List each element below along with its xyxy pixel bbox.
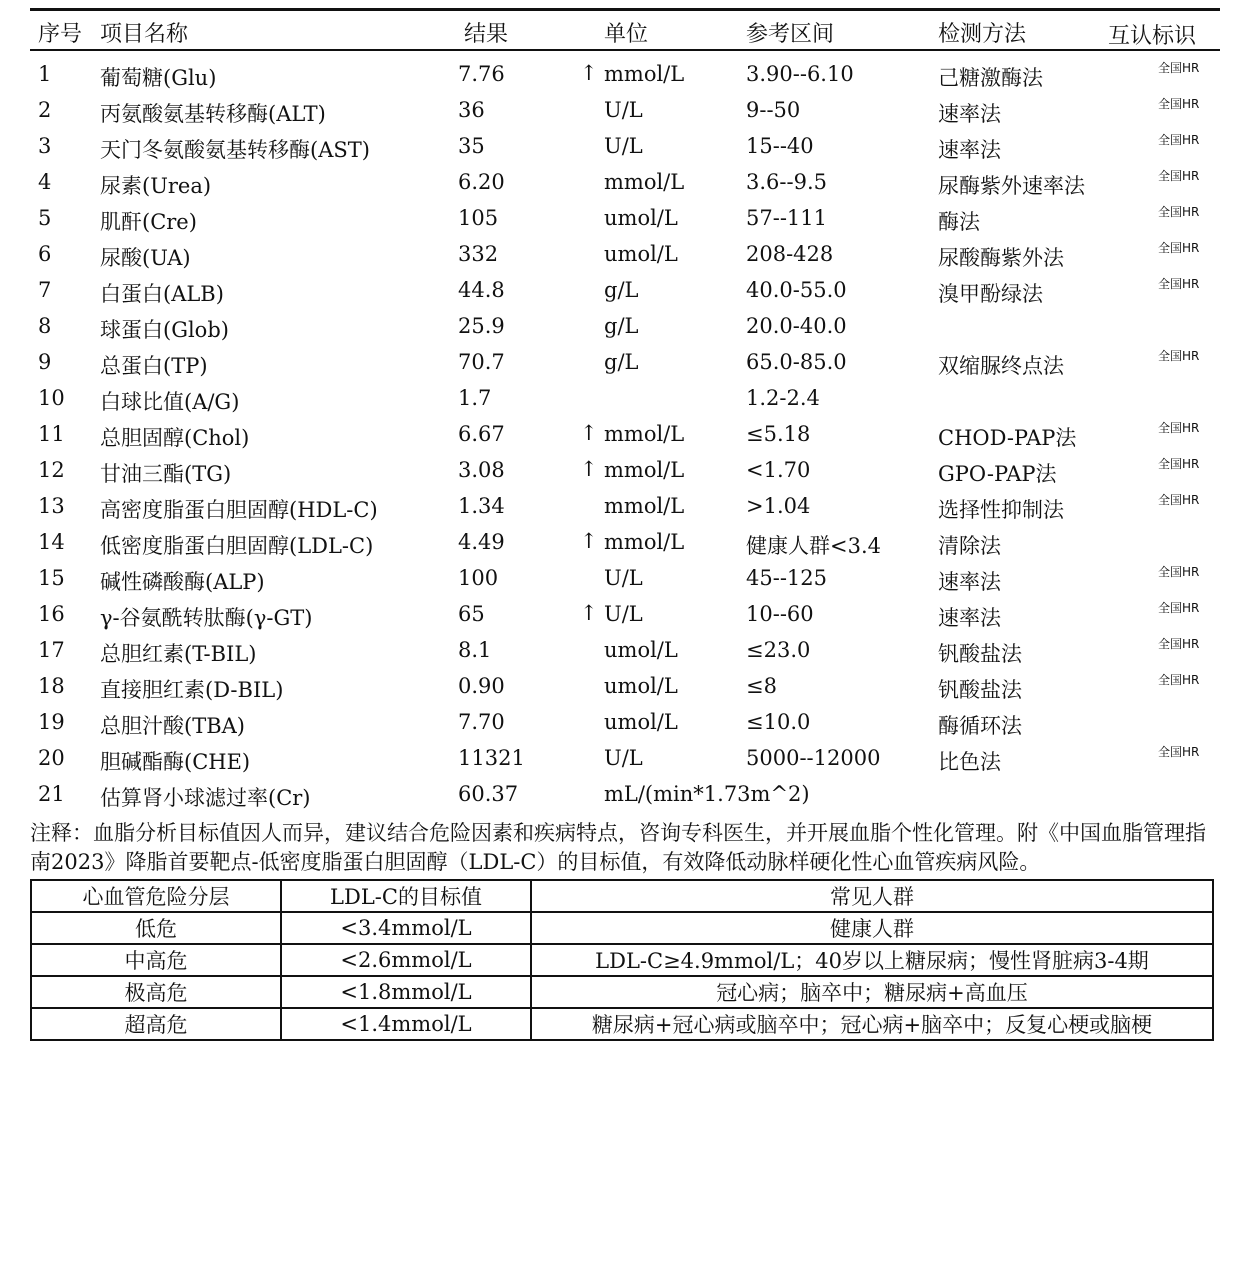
test-name: 低密度脂蛋白胆固醇(LDL-C) <box>100 534 374 558</box>
reference-range: 57--111 <box>746 206 827 230</box>
test-unit: U/L <box>604 566 643 590</box>
recognition-mark: 全国HR <box>1158 637 1200 651</box>
results-header <box>30 11 1220 49</box>
test-name: 高密度脂蛋白胆固醇(HDL-C) <box>100 498 378 522</box>
row-number: 4 <box>38 170 52 194</box>
test-unit: U/L <box>604 602 643 626</box>
test-unit: umol/L <box>604 710 678 734</box>
test-result: 3.08 <box>458 458 505 482</box>
test-result: 1.34 <box>458 494 505 518</box>
reference-range: ≤5.18 <box>746 422 811 446</box>
row-number: 14 <box>38 530 65 554</box>
row-number: 21 <box>38 782 65 806</box>
row-number: 8 <box>38 314 52 338</box>
risk-row <box>31 912 1213 944</box>
test-method: 酶循环法 <box>938 714 1022 738</box>
risk-cell: 超高危 <box>31 1008 281 1040</box>
test-method: 速率法 <box>938 606 1001 630</box>
result-row <box>30 57 1220 93</box>
result-row <box>30 741 1220 777</box>
test-result: 8.1 <box>458 638 492 662</box>
test-result: 35 <box>458 134 485 158</box>
result-row <box>30 201 1220 237</box>
test-result: 44.8 <box>458 278 505 302</box>
recognition-mark: 全国HR <box>1158 277 1200 291</box>
recognition-mark: 全国HR <box>1158 745 1200 759</box>
test-unit: umol/L <box>604 638 678 662</box>
reference-range: ≤8 <box>746 674 777 698</box>
test-unit: mmol/L <box>604 62 685 86</box>
row-number: 19 <box>38 710 65 734</box>
test-name: 尿素(Urea) <box>100 174 212 198</box>
test-name: 胆碱酯酶(CHE) <box>100 750 251 774</box>
test-name: 总胆固醇(Chol) <box>100 426 250 450</box>
test-method: 钒酸盐法 <box>938 642 1022 666</box>
test-result: 7.76 <box>458 62 505 86</box>
header-no: 序号 <box>38 22 83 47</box>
header-reference: 参考区间 <box>746 22 835 47</box>
test-result: 332 <box>458 242 499 266</box>
high-flag-arrow-icon: ↑ <box>580 529 598 553</box>
result-row <box>30 489 1220 525</box>
test-method: GPO-PAP法 <box>938 462 1057 486</box>
reference-range: 3.6--9.5 <box>746 170 827 194</box>
recognition-mark: 全国HR <box>1158 565 1200 579</box>
result-row <box>30 381 1220 417</box>
risk-row <box>31 1008 1213 1040</box>
test-unit: mmol/L <box>604 494 685 518</box>
row-number: 5 <box>38 206 52 230</box>
test-name: 肌酐(Cre) <box>100 210 197 234</box>
risk-header-cell: LDL-C的目标值 <box>281 880 531 912</box>
recognition-mark: 全国HR <box>1158 61 1200 75</box>
test-result: 70.7 <box>458 350 505 374</box>
risk-header-cell: 常见人群 <box>531 880 1213 912</box>
test-result: 65 <box>458 602 485 626</box>
test-name: 球蛋白(Glob) <box>100 318 229 342</box>
test-name: 总胆汁酸(TBA) <box>100 714 245 738</box>
reference-range: 10--60 <box>746 602 814 626</box>
recognition-mark: 全国HR <box>1158 349 1200 363</box>
risk-row <box>31 976 1213 1008</box>
reference-range: 健康人群<3.4 <box>746 534 881 558</box>
recognition-mark: 全国HR <box>1158 421 1200 435</box>
high-flag-arrow-icon: ↑ <box>580 601 598 625</box>
reference-range: 45--125 <box>746 566 827 590</box>
test-result: 4.49 <box>458 530 505 554</box>
test-name: 直接胆红素(D-BIL) <box>100 678 284 702</box>
test-name: 碱性磷酸酶(ALP) <box>100 570 265 594</box>
risk-cell: 极高危 <box>31 976 281 1008</box>
test-result: 105 <box>458 206 499 230</box>
test-name: 丙氨酸氨基转移酶(ALT) <box>100 102 326 126</box>
risk-cell: 中高危 <box>31 944 281 976</box>
test-unit: umol/L <box>604 674 678 698</box>
high-flag-arrow-icon: ↑ <box>580 61 598 85</box>
risk-cell: 健康人群 <box>531 912 1213 944</box>
test-unit: g/L <box>604 350 639 374</box>
reference-range: ≤10.0 <box>746 710 811 734</box>
recognition-mark: 全国HR <box>1158 169 1200 183</box>
recognition-mark: 全国HR <box>1158 241 1200 255</box>
test-unit: umol/L <box>604 206 678 230</box>
result-row <box>30 669 1220 705</box>
recognition-mark: 全国HR <box>1158 601 1200 615</box>
reference-range: 3.90--6.10 <box>746 62 854 86</box>
test-result: 7.70 <box>458 710 505 734</box>
reference-range: 40.0-55.0 <box>746 278 847 302</box>
row-number: 7 <box>38 278 52 302</box>
recognition-mark: 全国HR <box>1158 457 1200 471</box>
reference-range: 9--50 <box>746 98 801 122</box>
result-row <box>30 129 1220 165</box>
test-method: 清除法 <box>938 534 1001 558</box>
test-method: 双缩脲终点法 <box>938 354 1064 378</box>
risk-cell: <2.6mmol/L <box>281 944 531 976</box>
result-row <box>30 705 1220 741</box>
test-method: CHOD-PAP法 <box>938 426 1077 450</box>
risk-header-row <box>31 880 1213 912</box>
result-row <box>30 345 1220 381</box>
row-number: 20 <box>38 746 65 770</box>
test-unit: mmol/L <box>604 458 685 482</box>
lipid-note: 注释：血脂分析目标值因人而异，建议结合危险因素和疾病特点，咨询专科医生，并开展血脂个性化管理。附《中国血脂管理指南2023》降脂首要靶点-低密度脂蛋白胆固醇（LDL-C）的目标值，有效降低动脉样硬化性心血管疾病风险。 <box>30 821 1206 874</box>
test-name: γ-谷氨酰转肽酶(γ-GT) <box>100 606 313 630</box>
reference-range: 65.0-85.0 <box>746 350 847 374</box>
header-result: 结果 <box>464 22 509 47</box>
test-method: 速率法 <box>938 138 1001 162</box>
reference-range: >1.04 <box>746 494 811 518</box>
row-number: 12 <box>38 458 65 482</box>
test-method: 速率法 <box>938 570 1001 594</box>
test-method: 尿酶紫外速率法 <box>938 174 1085 198</box>
recognition-mark: 全国HR <box>1158 673 1200 687</box>
test-unit: mL/(min*1.73m^2) <box>604 782 810 806</box>
recognition-mark: 全国HR <box>1158 493 1200 507</box>
risk-cell: <3.4mmol/L <box>281 912 531 944</box>
test-method: 己糖激酶法 <box>938 66 1043 90</box>
test-result: 6.67 <box>458 422 505 446</box>
test-unit: mmol/L <box>604 422 685 446</box>
risk-row <box>31 944 1213 976</box>
test-method: 尿酸酶紫外法 <box>938 246 1064 270</box>
test-unit: umol/L <box>604 242 678 266</box>
row-number: 18 <box>38 674 65 698</box>
header-name: 项目名称 <box>100 22 189 47</box>
test-unit: g/L <box>604 278 639 302</box>
test-result: 25.9 <box>458 314 505 338</box>
test-result: 0.90 <box>458 674 505 698</box>
row-number: 11 <box>38 422 65 446</box>
test-method: 选择性抑制法 <box>938 498 1064 522</box>
risk-cell: 糖尿病+冠心病或脑卒中；冠心病+脑卒中；反复心梗或脑梗 <box>531 1008 1213 1040</box>
result-row <box>30 453 1220 489</box>
result-row <box>30 525 1220 561</box>
row-number: 2 <box>38 98 52 122</box>
test-name: 总胆红素(T-BIL) <box>100 642 257 666</box>
test-name: 甘油三酯(TG) <box>100 462 232 486</box>
row-number: 15 <box>38 566 65 590</box>
row-number: 17 <box>38 638 65 662</box>
high-flag-arrow-icon: ↑ <box>580 457 598 481</box>
header-unit: 单位 <box>604 22 649 47</box>
result-row <box>30 561 1220 597</box>
reference-range: ≤23.0 <box>746 638 811 662</box>
test-name: 白蛋白(ALB) <box>100 282 224 306</box>
risk-header-cell: 心血管危险分层 <box>31 880 281 912</box>
results-list <box>30 57 1220 813</box>
test-method: 酶法 <box>938 210 980 234</box>
test-unit: mmol/L <box>604 170 685 194</box>
high-flag-arrow-icon: ↑ <box>580 421 598 445</box>
reference-range: 208-428 <box>746 242 834 266</box>
header-method: 检测方法 <box>938 22 1027 47</box>
test-unit: U/L <box>604 746 643 770</box>
recognition-mark: 全国HR <box>1158 205 1200 219</box>
row-number: 16 <box>38 602 65 626</box>
test-name: 天门冬氨酸氨基转移酶(AST) <box>100 138 370 162</box>
result-row <box>30 165 1220 201</box>
recognition-mark: 全国HR <box>1158 97 1200 111</box>
test-name: 葡萄糖(Glu) <box>100 66 217 90</box>
result-row <box>30 777 1220 813</box>
row-number: 6 <box>38 242 52 266</box>
lab-report <box>30 8 1220 1041</box>
test-result: 6.20 <box>458 170 505 194</box>
recognition-mark: 全国HR <box>1158 133 1200 147</box>
row-number: 10 <box>38 386 65 410</box>
test-unit: U/L <box>604 98 643 122</box>
test-method: 钒酸盐法 <box>938 678 1022 702</box>
result-row <box>30 633 1220 669</box>
reference-range: <1.70 <box>746 458 811 482</box>
row-number: 9 <box>38 350 52 374</box>
test-method: 速率法 <box>938 102 1001 126</box>
test-name: 总蛋白(TP) <box>100 354 208 378</box>
test-unit: g/L <box>604 314 639 338</box>
result-row <box>30 417 1220 453</box>
risk-cell: 低危 <box>31 912 281 944</box>
test-name: 估算肾小球滤过率(Cr) <box>100 786 311 810</box>
header-mutual-recognition: 互认标识 <box>1108 24 1197 49</box>
risk-cell: LDL-C≥4.9mmol/L；40岁以上糖尿病；慢性肾脏病3-4期 <box>531 944 1213 976</box>
row-number: 13 <box>38 494 65 518</box>
result-row <box>30 93 1220 129</box>
test-unit: mmol/L <box>604 530 685 554</box>
test-result: 36 <box>458 98 485 122</box>
reference-range: 5000--12000 <box>746 746 881 770</box>
result-row <box>30 309 1220 345</box>
row-number: 1 <box>38 62 52 86</box>
risk-cell: 冠心病；脑卒中；糖尿病+高血压 <box>531 976 1213 1008</box>
result-row <box>30 273 1220 309</box>
test-result: 11321 <box>458 746 525 770</box>
row-number: 3 <box>38 134 52 158</box>
test-result: 1.7 <box>458 386 492 410</box>
result-row <box>30 597 1220 633</box>
test-unit: U/L <box>604 134 643 158</box>
ldl-target-table <box>30 879 1214 1041</box>
result-row <box>30 237 1220 273</box>
reference-range: 20.0-40.0 <box>746 314 847 338</box>
reference-range: 1.2-2.4 <box>746 386 820 410</box>
test-method: 溴甲酚绿法 <box>938 282 1043 306</box>
test-method: 比色法 <box>938 750 1001 774</box>
risk-cell: <1.8mmol/L <box>281 976 531 1008</box>
risk-cell: <1.4mmol/L <box>281 1008 531 1040</box>
test-name: 白球比值(A/G) <box>100 390 240 414</box>
test-result: 60.37 <box>458 782 519 806</box>
test-result: 100 <box>458 566 499 590</box>
test-name: 尿酸(UA) <box>100 246 191 270</box>
reference-range: 15--40 <box>746 134 814 158</box>
header-rule <box>30 49 1220 51</box>
